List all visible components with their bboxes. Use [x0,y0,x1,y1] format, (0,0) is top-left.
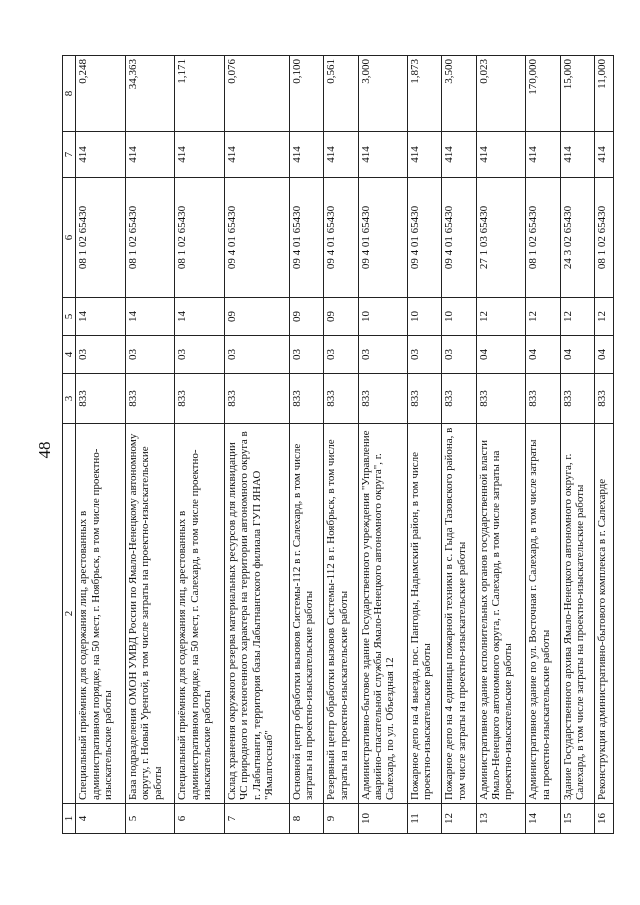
object-description: Административно-бытовое здание Государственного учреждения "Управление аварийно-спасательной службы Ямало-Ненецкого автономного округа", г. Салехард, по ул. Объездная 12 [358,424,408,804]
amount: 3,500 [442,56,476,132]
expense-type-code: 414 [175,132,225,178]
target-article-code: 24 3 02 65430 [560,178,594,298]
expense-type-code: 414 [76,132,126,178]
table-row [476,56,526,834]
column-header-7: 7 [63,132,76,178]
subsection-code: 14 [125,298,175,336]
object-description: Специальный приёмник для содержания лиц, арестованных в административном порядке, на 50 мест, г. Ноябрьск, в том числе проектно-изыскательские работы [76,424,126,804]
subsection-code: 09 [289,298,323,336]
object-description: Основной центр обработки вызовов Системы-112 в г. Салехард, в том числе затраты на проектно-изыскательские работы [289,424,323,804]
target-article-code: 08 1 02 65430 [125,178,175,298]
expense-type-code: 414 [289,132,323,178]
row-number: 15 [560,804,594,834]
table-row [125,56,175,834]
object-description: Административное здание по ул. Восточная г. Салехард, в том числе затраты на проектно-изыскательские работы [526,424,560,804]
amount: 0,248 [76,56,126,132]
section-code: 04 [560,336,594,374]
column-header-4: 4 [63,336,76,374]
row-number: 4 [76,804,126,834]
section-code: 03 [125,336,175,374]
row-number: 9 [324,804,358,834]
subsection-code: 09 [225,298,290,336]
expense-type-code: 414 [225,132,290,178]
section-code: 03 [289,336,323,374]
target-article-code: 08 1 02 65430 [76,178,126,298]
row-number: 13 [476,804,526,834]
row-number: 12 [442,804,476,834]
amount: 15,000 [560,56,594,132]
subsection-code: 14 [175,298,225,336]
table-row [76,56,126,834]
amount: 0,100 [289,56,323,132]
object-description: Пожарное депо на 4 единицы пожарной техники в с. Гыда Тазовского района, в том числе затраты на проектно-изыскательские работы [442,424,476,804]
table-row [560,56,594,834]
section-code: 03 [225,336,290,374]
table-row [358,56,408,834]
object-description: Склад хранения окружного резерва материальных ресурсов для ликвидации ЧС природного и техногенного характера на территории автономного округа в г. Лабытнанги, территория базы Лабытнангского филиала ГУП ЯНАО "Ямалгосснаб" [225,424,290,804]
expense-type-code: 414 [125,132,175,178]
object-description: Здание Государственного архива Ямало-Ненецкого автономного округа, г. Салехард, в том числе затраты на проектно-изыскательские работы [560,424,594,804]
target-article-code: 08 1 02 65430 [594,178,613,298]
row-number: 14 [526,804,560,834]
subsection-code: 10 [358,298,408,336]
section-code: 03 [442,336,476,374]
object-description: Реконструкция административно-бытового комплекса в г. Салехарде [594,424,613,804]
subsection-code: 12 [560,298,594,336]
target-article-code: 09 4 01 65430 [289,178,323,298]
expense-type-code: 414 [408,132,442,178]
table-row [594,56,613,834]
target-article-code: 09 4 01 65430 [442,178,476,298]
expense-type-code: 414 [324,132,358,178]
rotated-page [62,56,614,834]
target-article-code: 27 1 03 65430 [476,178,526,298]
amount: 1,873 [408,56,442,132]
object-description: Резервный центр обработки вызовов Системы-112 в г. Ноябрьск, в том числе затраты на проектно-изыскательские работы [324,424,358,804]
header-row [63,56,76,834]
subsection-code: 12 [526,298,560,336]
ministry-code: 833 [324,374,358,424]
expense-type-code: 414 [358,132,408,178]
row-number: 5 [125,804,175,834]
section-code: 03 [76,336,126,374]
table-row [442,56,476,834]
section-code: 03 [175,336,225,374]
section-code: 03 [408,336,442,374]
target-article-code: 08 1 02 65430 [175,178,225,298]
ministry-code: 833 [408,374,442,424]
column-header-5: 5 [63,298,76,336]
amount: 1,171 [175,56,225,132]
amount: 0,076 [225,56,290,132]
section-code: 03 [324,336,358,374]
section-code: 04 [594,336,613,374]
target-article-code: 08 1 02 65430 [526,178,560,298]
table-row [225,56,290,834]
table-row [175,56,225,834]
ministry-code: 833 [175,374,225,424]
row-number: 7 [225,804,290,834]
column-header-8: 8 [63,56,76,132]
subsection-code: 12 [594,298,613,336]
amount: 0,561 [324,56,358,132]
object-description: Административное здание исполнительных органов государственной власти Ямало-Ненецкого автономного округа, г. Салехард, в том числе затраты на проектно-изыскательские работы [476,424,526,804]
subsection-code: 10 [408,298,442,336]
amount: 0,023 [476,56,526,132]
expense-type-code: 414 [442,132,476,178]
ministry-code: 833 [76,374,126,424]
target-article-code: 09 4 01 65430 [225,178,290,298]
ministry-code: 833 [476,374,526,424]
amount: 3,000 [358,56,408,132]
row-number: 16 [594,804,613,834]
column-header-2: 2 [63,424,76,804]
target-article-code: 09 4 01 65430 [324,178,358,298]
budget-table [62,55,614,834]
target-article-code: 09 4 01 65430 [408,178,442,298]
table-row [289,56,323,834]
row-number: 11 [408,804,442,834]
page-number: 48 [35,441,54,459]
column-header-1: 1 [63,804,76,834]
amount: 34,363 [125,56,175,132]
table-row [526,56,560,834]
section-code: 04 [476,336,526,374]
row-number: 8 [289,804,323,834]
subsection-code: 12 [476,298,526,336]
ministry-code: 833 [358,374,408,424]
ministry-code: 833 [526,374,560,424]
target-article-code: 09 4 01 65430 [358,178,408,298]
subsection-code: 10 [442,298,476,336]
ministry-code: 833 [289,374,323,424]
object-description: Пожарное депо на 4 выезда, пос. Пангоды, Надымский район, в том числе проектно-изыскательские работы [408,424,442,804]
row-number: 6 [175,804,225,834]
column-header-3: 3 [63,374,76,424]
section-code: 03 [358,336,408,374]
section-code: 04 [526,336,560,374]
expense-type-code: 414 [476,132,526,178]
column-header-6: 6 [63,178,76,298]
ministry-code: 833 [594,374,613,424]
table-row [324,56,358,834]
ministry-code: 833 [125,374,175,424]
expense-type-code: 414 [560,132,594,178]
ministry-code: 833 [560,374,594,424]
table-row [408,56,442,834]
ministry-code: 833 [442,374,476,424]
ministry-code: 833 [225,374,290,424]
subsection-code: 09 [324,298,358,336]
amount: 11,000 [594,56,613,132]
row-number: 10 [358,804,408,834]
expense-type-code: 414 [526,132,560,178]
expense-type-code: 414 [594,132,613,178]
object-description: База подразделения ОМОН УМВД России по Ямало-Ненецкому автономному округу, г. Новый Уренгой, в том числе затраты на проектно-изыскательские работы [125,424,175,804]
amount: 170,000 [526,56,560,132]
subsection-code: 14 [76,298,126,336]
object-description: Специальный приёмник для содержания лиц, арестованных в административном порядке, на 50 мест, г. Салехард, в том числе проектно-изыскательские работы [175,424,225,804]
